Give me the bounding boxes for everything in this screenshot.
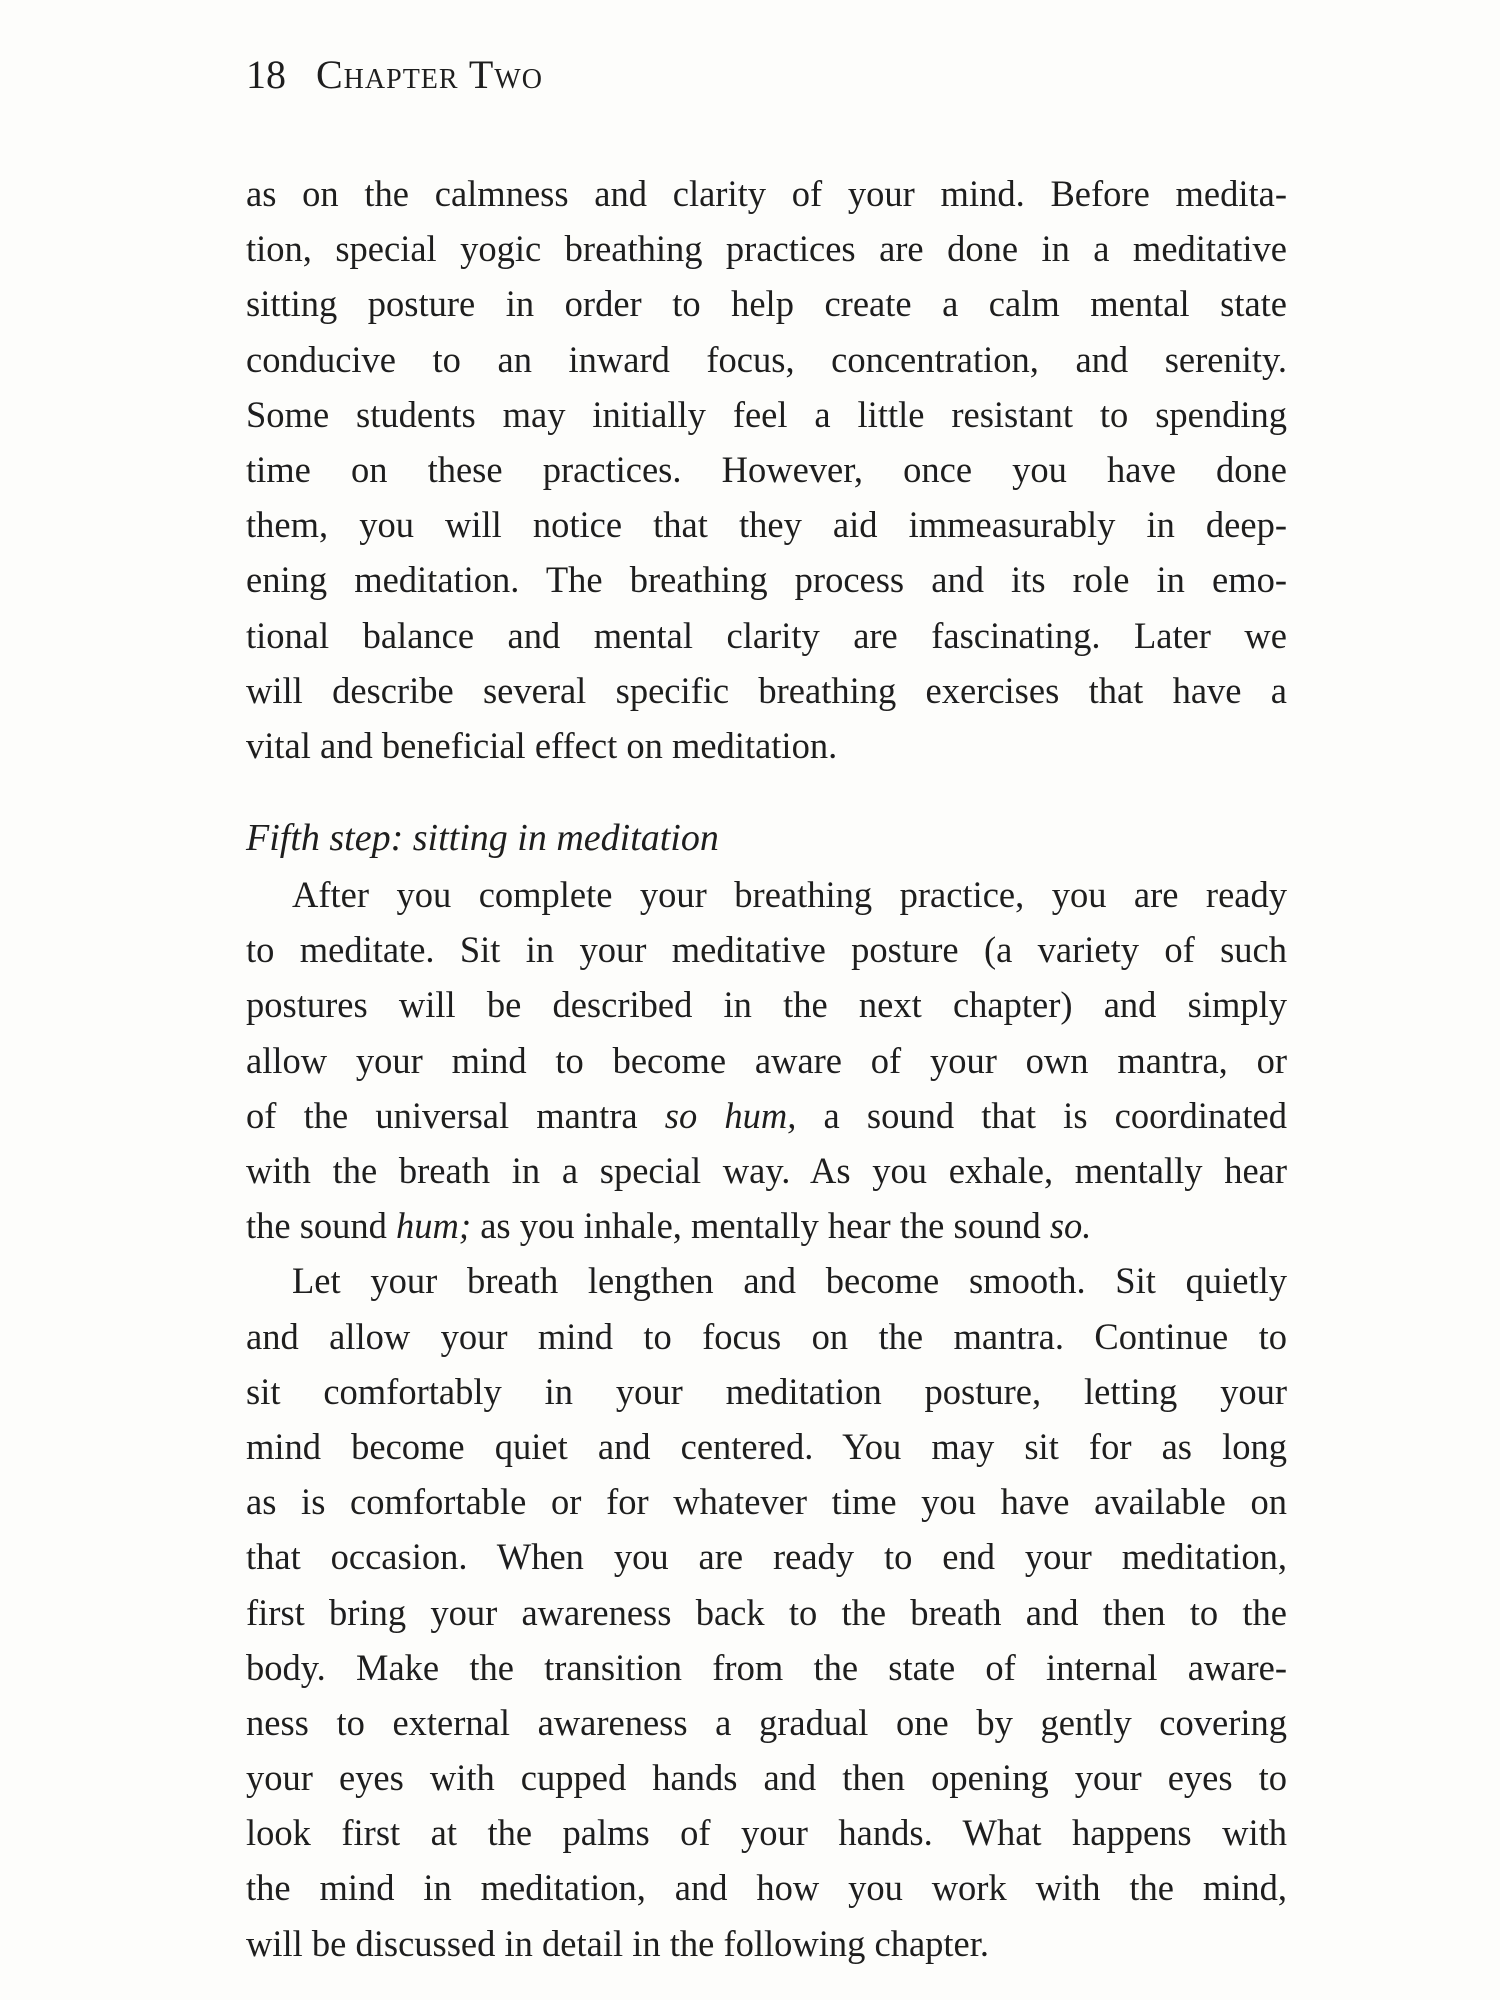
text-segment: ening meditation. The breathing process and its role in emo- xyxy=(246,559,1287,601)
text-segment: as on the calmness and clarity of your mind. Before medita- xyxy=(246,173,1287,214)
text-line xyxy=(246,867,1287,922)
text-line xyxy=(246,332,1287,387)
text-line xyxy=(246,1419,1287,1474)
italic-text: so. xyxy=(1049,1205,1092,1247)
text-segment: body. Make the transition from the state of internal aware- xyxy=(246,1646,1287,1688)
text-line xyxy=(246,1860,1287,1915)
text-line xyxy=(246,221,1287,276)
text-line xyxy=(246,1585,1287,1640)
text-segment: and allow your mind to focus on the mantra. Continue to xyxy=(246,1315,1287,1357)
text-line xyxy=(246,718,1287,773)
text-line xyxy=(246,1033,1287,1088)
text-line xyxy=(246,497,1287,552)
text-line xyxy=(246,1640,1287,1695)
text-segment: as you inhale, mentally hear the sound xyxy=(471,1205,1050,1247)
text-line xyxy=(246,1474,1287,1529)
text-line xyxy=(246,1805,1287,1860)
text-segment: of the universal mantra xyxy=(246,1094,665,1136)
text-segment: the mind in meditation, and how you work with the mind, xyxy=(246,1867,1287,1909)
italic-text: so hum, xyxy=(664,1094,797,1136)
text-segment: a sound that is coordinated xyxy=(796,1094,1287,1136)
paragraph xyxy=(246,1253,1287,1970)
text-line xyxy=(246,1309,1287,1364)
text-segment: tion, special yogic breathing practices are done in a meditative xyxy=(246,228,1287,270)
text-segment: After you complete your breathing practice, you are ready xyxy=(292,874,1287,916)
section-heading: Fifth step: sitting in meditation xyxy=(246,817,719,860)
text-line xyxy=(246,1695,1287,1750)
text-segment: will be discussed in detail in the following chapter. xyxy=(246,1922,990,1964)
text-segment: that occasion. When you are ready to end your meditation, xyxy=(246,1536,1287,1578)
text-line xyxy=(246,276,1287,331)
text-line xyxy=(246,1088,1287,1143)
text-segment: ness to external awareness a gradual one by gently covering xyxy=(246,1701,1287,1743)
text-line xyxy=(246,387,1287,442)
text-segment: Let your breath lengthen and become smooth. Sit quietly xyxy=(292,1260,1287,1302)
text-line xyxy=(246,663,1287,718)
text-segment: allow your mind to become aware of your own mantra, or xyxy=(246,1039,1287,1081)
text-segment: the sound xyxy=(246,1205,397,1247)
text-segment: time on these practices. However, once you have done xyxy=(246,448,1287,490)
text-segment: mind become quiet and centered. You may sit for as long xyxy=(246,1425,1287,1467)
text-line xyxy=(246,166,1287,221)
text-segment: them, you will notice that they aid immeasurably in deep- xyxy=(246,504,1287,546)
page-number: 18 xyxy=(246,52,286,97)
paragraph xyxy=(246,867,1287,1253)
text-line xyxy=(246,922,1287,977)
text-line xyxy=(246,1143,1287,1198)
text-line xyxy=(246,977,1287,1032)
body-text xyxy=(246,166,1287,1971)
text-segment: postures will be described in the next chapter) and simply xyxy=(246,984,1287,1026)
text-segment: vital and beneficial effect on meditation. xyxy=(246,724,838,766)
text-segment: conducive to an inward focus, concentration, and serenity. xyxy=(246,338,1287,380)
text-line xyxy=(246,1529,1287,1584)
text-segment: with the breath in a special way. As you exhale, mentally hear xyxy=(246,1150,1287,1191)
text-segment: look first at the palms of your hands. What happens with xyxy=(246,1812,1287,1854)
text-segment: your eyes with cupped hands and then opening your eyes to xyxy=(246,1757,1287,1799)
text-segment: will describe several specific breathing exercises that have a xyxy=(246,669,1287,711)
text-segment: first bring your awareness back to the breath and then to the xyxy=(246,1591,1287,1633)
italic-text: hum; xyxy=(396,1205,472,1247)
text-segment: tional balance and mental clarity are fascinating. Later we xyxy=(246,614,1287,656)
paragraph xyxy=(246,166,1287,773)
text-line xyxy=(246,1253,1287,1308)
text-line xyxy=(246,552,1287,607)
text-line xyxy=(246,608,1287,663)
text-segment: sitting posture in order to help create a calm mental state xyxy=(246,283,1287,325)
text-line xyxy=(246,442,1287,497)
chapter-title: Chapter Two xyxy=(316,52,543,97)
running-head xyxy=(246,50,543,100)
text-segment: to meditate. Sit in your meditative posture (a variety of such xyxy=(246,929,1287,971)
text-line xyxy=(246,1364,1287,1419)
text-line xyxy=(246,1198,1287,1253)
text-segment: Some students may initially feel a little resistant to spending xyxy=(246,393,1287,435)
text-line xyxy=(246,1916,1287,1971)
text-segment: as is comfortable or for whatever time you have available on xyxy=(246,1481,1287,1523)
text-line xyxy=(246,1750,1287,1805)
text-segment: sit comfortably in your meditation posture, letting your xyxy=(246,1370,1287,1412)
